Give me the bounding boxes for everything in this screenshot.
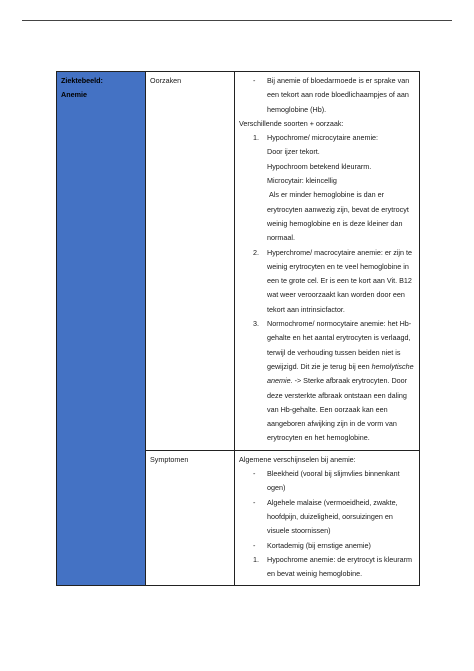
number-marker: 3. bbox=[253, 319, 259, 329]
item-text: Normochrome/ normocytaire anemie: het Hb-gehalte en het aantal erytrocyten is verlaagd, terwijl de verhouding tussen beiden niet is gewijzigd. Dit zie je terug bij een bbox=[267, 319, 412, 371]
item-emphasis: hemolytische anemie. bbox=[267, 361, 414, 386]
list-item bbox=[239, 246, 415, 317]
item-text: Hypochrome anemie: de erytrocyt is kleurarm en bevat weinig hemoglobine. bbox=[267, 554, 412, 579]
topic-value: Anemie bbox=[61, 90, 87, 100]
symptomen-label-cell bbox=[146, 450, 235, 586]
topic-label: Ziektebeeld: bbox=[61, 76, 103, 85]
list-item bbox=[239, 74, 415, 117]
item-text: Hypochrome/ microcytaire anemie: bbox=[267, 133, 379, 143]
symptomen-content-cell bbox=[235, 450, 420, 586]
list-item bbox=[239, 131, 415, 245]
item-detail: Door ijzer tekort. bbox=[267, 147, 320, 157]
types-heading: Verschillende soorten + oorzaak: bbox=[239, 118, 344, 128]
number-marker: 2. bbox=[253, 247, 259, 257]
oorzaken-intro: Bij anemie of bloedarmoede is er sprake van een tekort aan rode bloedlichaampjes of aan hemoglobine (Hb). bbox=[267, 76, 410, 114]
list-item bbox=[239, 467, 415, 496]
number-marker: 1. bbox=[253, 133, 259, 143]
list-item bbox=[239, 317, 415, 446]
dash-marker: - bbox=[253, 76, 256, 85]
item-detail: Microcytair: kleincellig bbox=[267, 176, 337, 186]
dash-marker: - bbox=[253, 497, 256, 507]
dash-marker: - bbox=[253, 469, 256, 479]
oorzaken-label: Oorzaken bbox=[150, 76, 182, 85]
item-detail: Als er minder hemoglobine is dan er erytrocyten aanwezig zijn, bevat de erytrocyt weinig hemoglobine en is deze kleiner dan normaal. bbox=[267, 190, 411, 243]
topic-cell bbox=[57, 72, 146, 586]
oorzaken-label-cell bbox=[146, 72, 235, 451]
item-text: Bleekheid (vooral bij slijmvlies binnenkant ogen) bbox=[267, 469, 400, 493]
item-detail: Hypochroom betekend kleurarm. bbox=[267, 161, 372, 171]
item-text: Algehele malaise (vermoeidheid, zwakte, hoofdpijn, duizeligheid, oorsuizingen en visuele stoornissen) bbox=[267, 497, 398, 536]
disease-table bbox=[56, 71, 420, 586]
item-text: Kortademig (bij ernstige anemie) bbox=[267, 540, 371, 550]
list-item bbox=[239, 496, 415, 539]
list-item bbox=[239, 553, 415, 582]
item-text: Hyperchrome/ macrocytaire anemie: er zijn te weinig erytrocyten en te veel hemoglobine in een te grote cel. Er is een te kort aan Vit. B12 wat weer veroorzaakt kan worden door een tekort aan intrinsicfactor. bbox=[267, 247, 412, 314]
symptomen-label: Symptomen bbox=[150, 454, 189, 464]
dash-marker: - bbox=[253, 540, 256, 550]
symptomen-heading: Algemene verschijnselen bij anemie: bbox=[239, 454, 356, 464]
item-text: -> Sterke afbraak erytrocyten. Door deze versterkte afbraak ontstaan een daling van Hb-gehalte. Een oorzaak kan een aangeboren afwijking zijn in de vorm van erytrocyten en het hemoglobine. bbox=[267, 376, 408, 443]
number-marker: 1. bbox=[253, 554, 259, 564]
page-top-rule bbox=[22, 20, 452, 21]
row-oorzaken bbox=[57, 72, 420, 451]
oorzaken-content-cell bbox=[235, 72, 420, 451]
list-item bbox=[239, 539, 415, 553]
